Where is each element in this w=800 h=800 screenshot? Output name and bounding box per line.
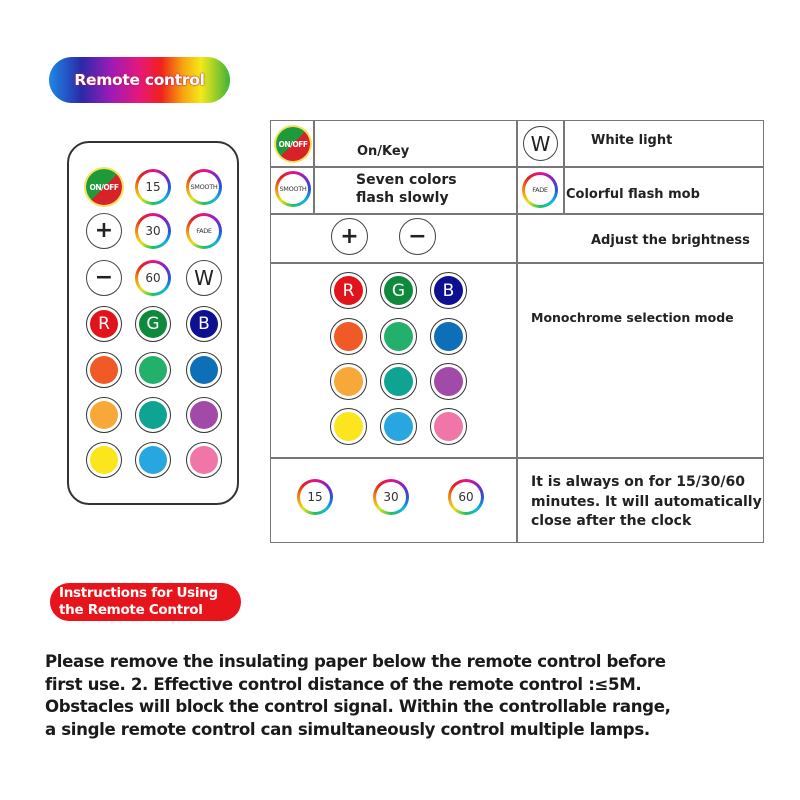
color-swatch (90, 446, 118, 474)
instructions-line: Please remove the insulating paper below the remote control before (45, 652, 666, 671)
instructions-line: a single remote control can simultaneously control multiple lamps. (45, 719, 650, 739)
onoff-icon-label: ON/OFF (278, 139, 308, 149)
color-swatch (190, 401, 218, 429)
table-divider (516, 120, 518, 543)
button-label: SMOOTH (190, 183, 218, 191)
color-swatch (334, 322, 363, 351)
color-swatch: G (384, 276, 413, 305)
timer-description-line: It is always on for 15/30/60 (531, 474, 745, 490)
table-color-icon (330, 408, 367, 445)
on-key-description: On/Key (357, 144, 410, 159)
table-color-icon (430, 363, 467, 400)
remote-color-button (135, 442, 171, 478)
table-timer-30-icon (373, 479, 409, 515)
remote-control-title: Remote control (74, 71, 205, 89)
remote-control-title-badge (49, 57, 230, 103)
white-light-description: White light (591, 133, 673, 148)
color-swatch (434, 412, 463, 441)
button-label: − (94, 265, 114, 290)
color-swatch (90, 356, 118, 384)
remote-color-button (186, 442, 222, 478)
table-divider (313, 120, 315, 213)
color-swatch: B (434, 276, 463, 305)
remote-30-button (135, 213, 171, 249)
color-swatch (384, 412, 413, 441)
color-swatch (190, 356, 218, 384)
color-swatch (139, 401, 167, 429)
remote-r-button (86, 306, 122, 342)
remote-plus-button (86, 213, 122, 249)
table-color-icon (430, 318, 467, 355)
color-swatch (139, 446, 167, 474)
color-swatch (334, 367, 363, 396)
remote-minus-button (86, 260, 122, 296)
color-swatch (384, 322, 413, 351)
remote-b-button (186, 306, 222, 342)
table-color-icon (330, 363, 367, 400)
table-white-icon (523, 126, 558, 161)
button-label: 60 (458, 490, 474, 504)
smooth-icon-label: SMOOTH (279, 185, 307, 193)
remote-color-button (135, 352, 171, 388)
table-color-icon (380, 318, 417, 355)
button-label: 15 (307, 490, 323, 504)
instructions-text (45, 651, 765, 741)
instructions-badge-line: the Remote Control (59, 602, 203, 618)
color-swatch: G (139, 310, 167, 338)
button-label: 60 (145, 271, 161, 285)
button-label: 30 (383, 490, 399, 504)
table-b-icon (430, 272, 467, 309)
table-plus-icon (331, 218, 368, 255)
remote-color-button (135, 397, 171, 433)
button-label: + (94, 218, 114, 243)
table-r-icon (330, 272, 367, 309)
table-fade-icon (522, 172, 558, 208)
remote-fade-button (186, 213, 222, 249)
color-swatch (434, 367, 463, 396)
table-color-icon (380, 363, 417, 400)
table-smooth-icon (275, 171, 311, 207)
instructions-badge (50, 583, 241, 621)
instructions-line: first use. 2. Effective control distance of the remote control :≤5M. (45, 674, 642, 694)
monochrome-description: Monochrome selection mode (531, 310, 734, 325)
remote-smooth-button (186, 169, 222, 205)
instructions-line: Obstacles will block the control signal. Within the controllable range, (45, 697, 671, 716)
color-swatch (434, 322, 463, 351)
table-color-icon (380, 408, 417, 445)
table-color-icon (430, 408, 467, 445)
instructions-badge-line: Instructions for Using (59, 585, 218, 601)
fade-icon-label: FADE (532, 186, 548, 194)
white-icon-label: W (530, 131, 551, 156)
table-onoff-icon (276, 127, 310, 161)
remote-color-button (86, 442, 122, 478)
color-swatch (334, 412, 363, 441)
button-label: W (194, 266, 214, 290)
color-swatch (384, 367, 413, 396)
smooth-description-line: flash slowly (356, 189, 449, 206)
table-timer-60-icon (448, 479, 484, 515)
minus-icon-label: − (408, 223, 427, 249)
onoff-label: ON/OFF (89, 182, 119, 192)
remote-color-button (86, 397, 122, 433)
remote-color-button (186, 352, 222, 388)
brightness-description: Adjust the brightness (591, 233, 750, 248)
table-minus-icon (399, 218, 436, 255)
smooth-description (356, 172, 457, 207)
remote-w-button (186, 260, 222, 296)
remote-color-button (86, 352, 122, 388)
button-label: 30 (145, 224, 161, 238)
smooth-description-line: Seven colors (356, 172, 457, 188)
remote-color-button (186, 397, 222, 433)
button-label: 15 (145, 180, 161, 194)
remote-15-button (135, 169, 171, 205)
remote-g-button (135, 306, 171, 342)
timer-description (531, 473, 762, 532)
table-divider (563, 120, 565, 213)
color-swatch (90, 401, 118, 429)
timer-description-line: minutes. It will automatically (531, 493, 762, 510)
remote-60-button (135, 260, 171, 296)
table-timer-15-icon (297, 479, 333, 515)
color-swatch: B (190, 310, 218, 338)
table-g-icon (380, 272, 417, 309)
color-swatch: R (90, 310, 118, 338)
plus-icon-label: + (340, 223, 359, 249)
remote-onoff-button (86, 169, 122, 205)
color-swatch (139, 356, 167, 384)
color-swatch (190, 446, 218, 474)
table-color-icon (330, 318, 367, 355)
button-label: FADE (196, 227, 212, 235)
timer-description-line: close after the clock (531, 513, 692, 529)
color-swatch: R (334, 276, 363, 305)
fade-description: Colorful flash mob (566, 187, 700, 202)
